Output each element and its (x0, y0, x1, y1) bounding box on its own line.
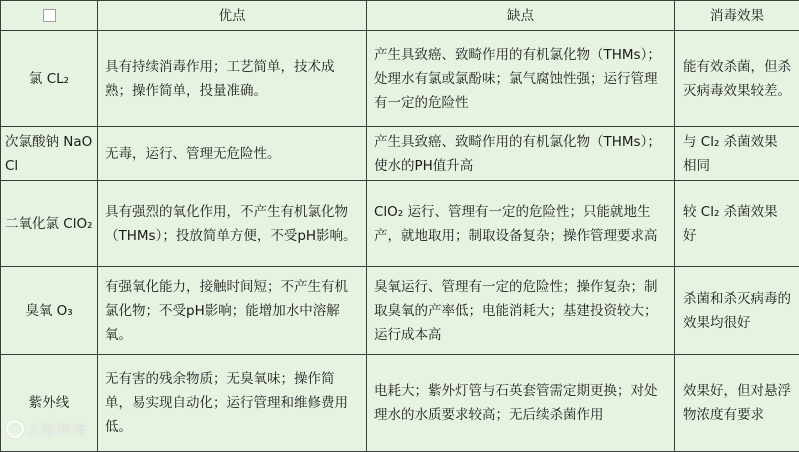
row-name: 二氧化氯 ClO₂ (1, 181, 98, 267)
row-name: 氯 CL₂ (1, 31, 98, 127)
header-disadvantages: 缺点 (367, 1, 675, 31)
watermark-logo-icon (6, 420, 24, 438)
row-effect: 效果好，但对悬浮物浓度有要求 (675, 355, 799, 452)
row-disadvantages: ClO₂ 运行、管理有一定的危险性；只能就地生产，就地取用；制取设备复杂；操作管理要求高 (367, 181, 675, 267)
watermark (6, 420, 87, 440)
checkbox-icon[interactable] (43, 9, 56, 22)
row-advantages: 有强氧化能力，接触时间短；不产生有机氯化物；不受pH影响；能增加水中溶解氧。 (98, 267, 367, 355)
row-disadvantages: 臭氧运行、管理有一定的危险性；操作复杂；制取臭氧的产率低；电能消耗大；基建投资较大；运行成本高 (367, 267, 675, 355)
table-row (1, 355, 799, 452)
table-row (1, 127, 799, 181)
row-effect: 与 Cl₂ 杀菌效果相同 (675, 127, 799, 181)
row-disadvantages: 产生具致癌、致畸作用的有机氯化物（THMs）；使水的PH值升高 (367, 127, 675, 181)
row-name: 次氯酸钠 NaOCl (1, 127, 98, 181)
table-row (1, 181, 799, 267)
row-effect: 杀菌和杀灭病毒的效果均很好 (675, 267, 799, 355)
header-effect: 消毒效果 (675, 1, 799, 31)
row-effect: 较 Cl₂ 杀菌效果好 (675, 181, 799, 267)
row-effect: 能有效杀菌，但杀灭病毒效果较差。 (675, 31, 799, 127)
header-advantages: 优点 (98, 1, 367, 31)
header-row (1, 1, 799, 31)
watermark-text: 大数跨境 (27, 423, 87, 439)
row-disadvantages: 电耗大；紫外灯管与石英套管需定期更换；对处理水的水质要求较高；无后续杀菌作用 (367, 355, 675, 452)
row-name: 臭氧 O₃ (1, 267, 98, 355)
header-corner-cell (1, 1, 98, 31)
row-advantages: 具有持续消毒作用；工艺简单，技术成熟；操作简单，投量准确。 (98, 31, 367, 127)
row-name: 紫外线 (1, 355, 98, 452)
row-disadvantages: 产生具致癌、致畸作用的有机氯化物（THMs）；处理水有氯或氯酚味；氯气腐蚀性强；运行管理有一定的危险性 (367, 31, 675, 127)
table-row (1, 31, 799, 127)
row-advantages: 具有强烈的氧化作用，不产生有机氯化物（THMs）；投放简单方便，不受pH影响。 (98, 181, 367, 267)
row-advantages: 无有害的残余物质；无臭氧味；操作简单，易实现自动化；运行管理和维修费用低。 (98, 355, 367, 452)
table-row (1, 267, 799, 355)
row-advantages: 无毒，运行、管理无危险性。 (98, 127, 367, 181)
